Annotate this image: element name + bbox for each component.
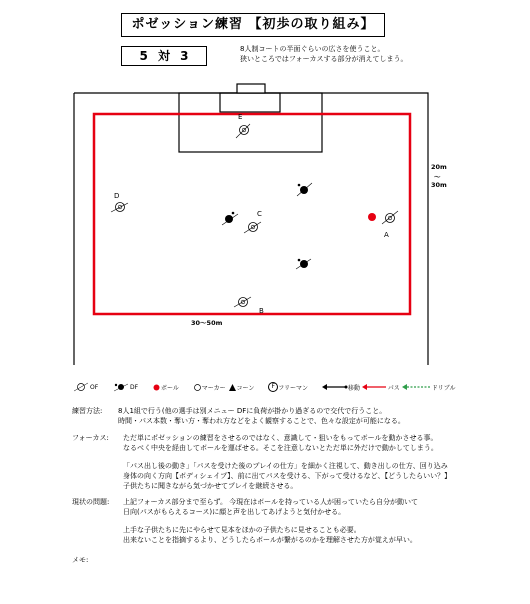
ball-icon bbox=[152, 383, 161, 392]
area-width-label: 30〜50m bbox=[191, 319, 223, 327]
focus-body bbox=[123, 433, 438, 453]
pass-arrow-icon bbox=[362, 383, 388, 391]
focus-line-3: 「パス出し後の動き」「パスを受けた後のプレイの仕方」を細かく注視して、動き出しの仕方、回り込み bbox=[123, 462, 448, 470]
focus-line-4: 身体の向く方向【ボディシェイプ】、前に出てパスを受ける、下がって受けるなど、【どうしたらいい？】 bbox=[123, 472, 452, 480]
legend-pass: パス bbox=[387, 384, 400, 392]
legend-marker: マーカー bbox=[201, 384, 226, 392]
ball bbox=[368, 213, 376, 221]
area-height-sep: 〜 bbox=[434, 173, 441, 181]
area-height-max: 30m bbox=[431, 181, 447, 189]
issue-body-2 bbox=[123, 525, 417, 545]
of-icon bbox=[72, 382, 90, 392]
dribble-arrow-icon bbox=[402, 383, 432, 391]
focus-line-5: 子供たちに聞きながら気づかせてプレイを継続させる。 bbox=[123, 482, 298, 490]
method-title: 練習方法: bbox=[72, 407, 103, 415]
legend-ball: ボール bbox=[160, 384, 179, 392]
setup-line-1: 8人制コートの半面ぐらいの広さを使うこと。 bbox=[240, 45, 385, 53]
setup-line-2: 狭いところではフォーカスする部分が消えてしまう。 bbox=[240, 55, 408, 63]
player-e bbox=[236, 124, 250, 138]
legend bbox=[72, 382, 455, 392]
memo-title: メモ: bbox=[72, 556, 89, 564]
legend-cone: コーン bbox=[236, 384, 255, 392]
focus-line-2: なるべく中央を経由してボールを運ばせる。そこを注意しないとただ単に外だけで動かしてしまう。 bbox=[123, 444, 438, 452]
freeman-icon: F bbox=[268, 382, 278, 392]
training-area bbox=[94, 114, 410, 314]
legend-of: OF bbox=[90, 383, 99, 391]
legend-freeman: フリーマン bbox=[278, 384, 308, 392]
issue-line-4: 出来ないことを指摘するより、どうしたらボールが繋がるのかを理解させた方が覚えが早い。 bbox=[123, 536, 417, 544]
method-body bbox=[118, 406, 405, 426]
move-arrow-icon bbox=[322, 383, 348, 391]
method-line-2: 時間・パス本数・奪い方・奪われ方などをよく観察することで、色々な設定が可能になる。 bbox=[118, 417, 405, 425]
penalty-area bbox=[179, 93, 322, 152]
player-d-label: D bbox=[114, 192, 120, 200]
defender-2 bbox=[222, 212, 238, 225]
player-d bbox=[111, 203, 128, 213]
marker-icon bbox=[193, 383, 202, 392]
legend-move: 移動 bbox=[347, 384, 360, 392]
player-b bbox=[234, 297, 251, 307]
focus-title: フォーカス: bbox=[72, 434, 109, 442]
page-title: ポゼッション練習 【初歩の取り組み】 bbox=[121, 13, 385, 37]
player-a-label: A bbox=[384, 231, 389, 239]
player-a bbox=[382, 211, 398, 224]
df-icon bbox=[112, 382, 130, 392]
legend-dribble: ドリブル bbox=[431, 384, 456, 392]
area-height-min: 20m bbox=[431, 163, 447, 171]
defender-1 bbox=[297, 183, 312, 196]
player-b-label: B bbox=[259, 307, 264, 315]
drill-format: 5 対 3 bbox=[121, 46, 207, 66]
issue-body bbox=[123, 497, 418, 517]
player-e-label: E bbox=[238, 113, 243, 121]
cone-icon bbox=[228, 383, 237, 392]
issue-title: 現状の問題: bbox=[72, 498, 110, 506]
issue-line-3: 上手な子供たちに先にやらせて見本をほかの子供たちに見せることも必要。 bbox=[123, 526, 361, 534]
focus-line-1: ただ単にポゼッションの練習をさせるのではなく、意識して・狙いをもってボールを動かさせる事。 bbox=[123, 434, 438, 442]
issue-line-2: 日向(パスがもらえるコース)に顔と声を出してあげようと気付かせる。 bbox=[123, 508, 346, 516]
goal bbox=[237, 84, 265, 93]
focus-body-2 bbox=[123, 461, 451, 491]
issue-line-1: 上記フォーカス部分まで至らず。 今現在はボールを持っている人が困っていたら自分が動いて bbox=[123, 498, 419, 506]
defender-3 bbox=[296, 259, 311, 269]
player-c-label: C bbox=[257, 210, 262, 218]
legend-df: DF bbox=[130, 383, 139, 391]
method-line-1: 8人1組で行う(他の選手は別メニュー DFに負荷が掛かり過ぎるので交代で行うこと。 bbox=[118, 407, 387, 415]
player-c bbox=[244, 222, 261, 233]
goal-area bbox=[220, 93, 280, 112]
